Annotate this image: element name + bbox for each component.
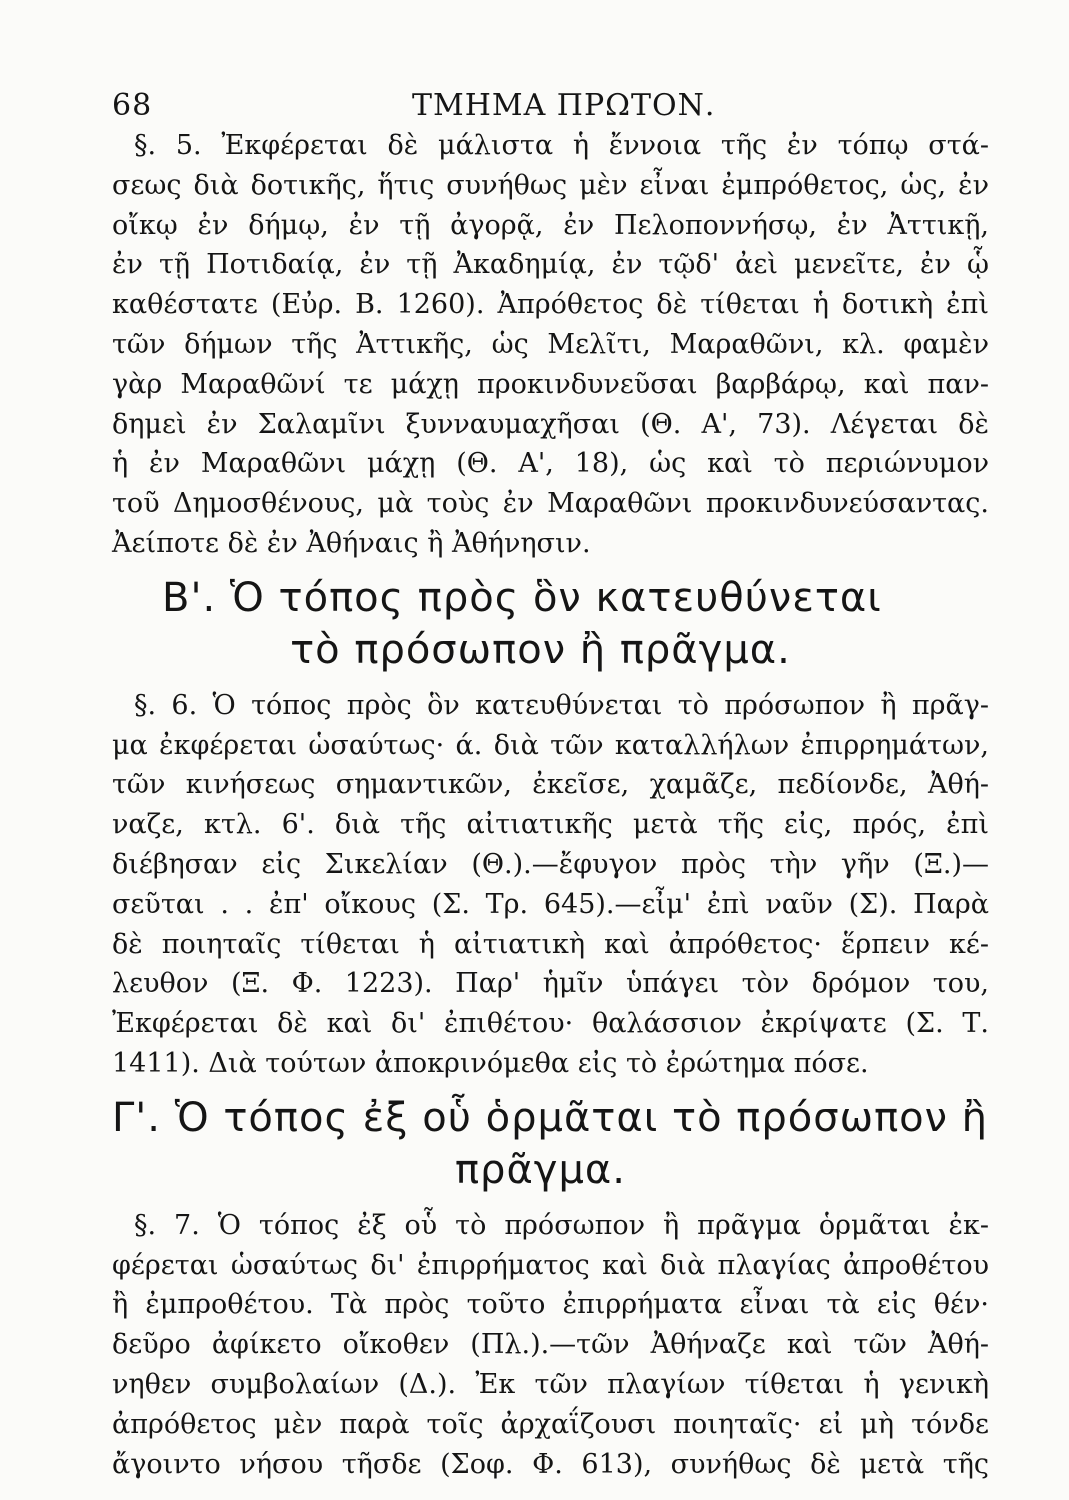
text-line: οἴκῳ ἐν δήμῳ, ἐν τῇ ἀγορᾷ, ἐν Πελοποννήσῳ, ἐν Ἀττικῇ, xyxy=(112,209,989,241)
heading-line: Β'. Ὁ τόπος πρὸς ὃν κατευθύνεται xyxy=(162,574,882,621)
text-line: τῶν δήμων τῆς Ἀττικῆς, ὡς Μελῖτι, Μαραθῶνι, κλ. φαμὲν xyxy=(112,328,989,360)
text-line: μα ἐκφέρεται ὡσαύτως· ά. διὰ τῶν καταλλήλων ἐπιρρημάτων, xyxy=(112,729,989,761)
text-line: Ἐκφέρεται δὲ καὶ δι' ἐπιθέτου· θαλάσσιον ἐκρίψατε (Σ. Τ. xyxy=(112,1008,989,1040)
text-line: §. 7. Ὁ τόπος ἐξ οὗ τὸ πρόσωπον ἢ πρᾶγμα ὁρμᾶται ἐκ- xyxy=(134,1209,989,1241)
text-line: ἡ ἐν Μαραθῶνι μάχῃ (Θ. Α', 18), ὡς καὶ τὸ περιώνυμον xyxy=(112,448,989,480)
section-heading-g xyxy=(112,1092,989,1196)
text-line: λευθον (Ξ. Φ. 1223). Παρ' ἡμῖν ὑπάγει τὸν δρόμον του, xyxy=(112,968,989,1000)
text-line: δεῦρο ἀφίκετο οἴκοθεν (Πλ.).—τῶν Ἀθήναζε καὶ τῶν Ἀθή- xyxy=(112,1329,989,1361)
section-heading-b xyxy=(112,572,989,676)
text-line: διέβησαν εἰς Σικελίαν (Θ.).—ἔφυγον πρὸς τὴν γῆν (Ξ.)— xyxy=(112,848,989,880)
section-5-paragraph xyxy=(112,126,989,564)
running-head xyxy=(112,70,989,122)
text-line: νηθεν συμβολαίων (Δ.). Ἐκ τῶν πλαγίων τίθεται ἡ γενικὴ xyxy=(112,1368,989,1400)
text-line: σεως διὰ δοτικῆς, ἥτις συνήθως μὲν εἶναι ἐμπρόθετος, ὡς, ἐν xyxy=(112,169,989,201)
text-line: 1411). Διὰ τούτων ἀποκρινόμεθα εἰς τὸ ἐρώτημα πόσε. xyxy=(112,1047,869,1079)
page-number: 68 xyxy=(112,88,153,123)
text-line: ἀπρόθετος μὲν παρὰ τοῖς ἀρχαΐζουσι ποιηταῖς· εἰ μὴ τόνδε xyxy=(112,1408,989,1440)
text-line: δὲ ποιηταῖς τίθεται ἡ αἰτιατικὴ καὶ ἀπρόθετος· ἕρπειν κέ- xyxy=(112,928,989,960)
text-line: καθέστατε (Εὐρ. Β. 1260). Ἀπρόθετος δὲ τίθεται ἡ δοτικὴ ἐπὶ xyxy=(112,289,989,321)
text-line: ἐν τῇ Ποτιδαίᾳ, ἐν τῇ Ἀκαδημίᾳ, ἐν τῷδ' ἀεὶ μενεῖτε, ἐν ᾧ xyxy=(112,249,989,281)
heading-line: τὸ πρόσωπον ἢ πρᾶγμα. xyxy=(290,626,791,673)
text-line: γὰρ Μαραθῶνί τε μάχῃ προκινδυνεῦσαι βαρβάρῳ, καὶ παν- xyxy=(112,368,989,400)
text-line: §. 6. Ὁ τόπος πρὸς ὃν κατευθύνεται τὸ πρόσωπον ἢ πρᾶγ- xyxy=(134,689,989,721)
text-line: τῶν κινήσεως σημαντικῶν, ἐκεῖσε, χαμᾶζε, πεδίονδε, Ἀθή- xyxy=(112,769,989,801)
text-line: ἄγοιντο νήσου τῆσδε (Σοφ. Φ. 613), συνήθως δὲ μετὰ τῆς xyxy=(112,1448,989,1480)
text-line: δημεὶ ἐν Σαλαμῖνι ξυνναυμαχῆσαι (Θ. Α', 73). Λέγεται δὲ xyxy=(112,408,989,440)
running-title: ΤΜΗΜΑ ΠΡΩΤΟΝ. xyxy=(412,88,716,123)
heading-line: πρᾶγμα. xyxy=(454,1146,627,1193)
heading-line: Γ'. Ὁ τόπος ἐξ οὗ ὁρμᾶται τὸ πρόσωπον ἢ xyxy=(112,1094,989,1141)
section-6-paragraph xyxy=(112,686,989,1084)
text-line: φέρεται ὡσαύτως δι' ἐπιρρήματος καὶ διὰ πλαγίας ἀπροθέτου xyxy=(112,1249,989,1281)
text-line: §. 5. Ἐκφέρεται δὲ μάλιστα ἡ ἔννοια τῆς ἐν τόπῳ στά- xyxy=(134,130,989,161)
text-line: τοῦ Δημοσθένους, μὰ τοὺς ἐν Μαραθῶνι προκινδυνεύσαντας. xyxy=(112,488,989,520)
text-line: ναζε, κτλ. 6'. διὰ τῆς αἰτιατικῆς μετὰ τῆς εἰς, πρός, ἐπὶ xyxy=(112,809,989,841)
text-line: ἢ ἐμπροθέτου. Τὰ πρὸς τοῦτο ἐπιρρήματα εἶναι τὰ εἰς θέν· xyxy=(112,1289,989,1321)
text-line: σεῦται . . ἐπ' οἴκους (Σ. Τρ. 645).—εἶμ' ἐπὶ ναῦν (Σ). Παρὰ xyxy=(112,888,989,920)
text-line: Ἀείποτε δὲ ἐν Ἀθήναις ἢ Ἀθήνησιν. xyxy=(112,527,591,559)
section-7-paragraph xyxy=(112,1206,989,1485)
